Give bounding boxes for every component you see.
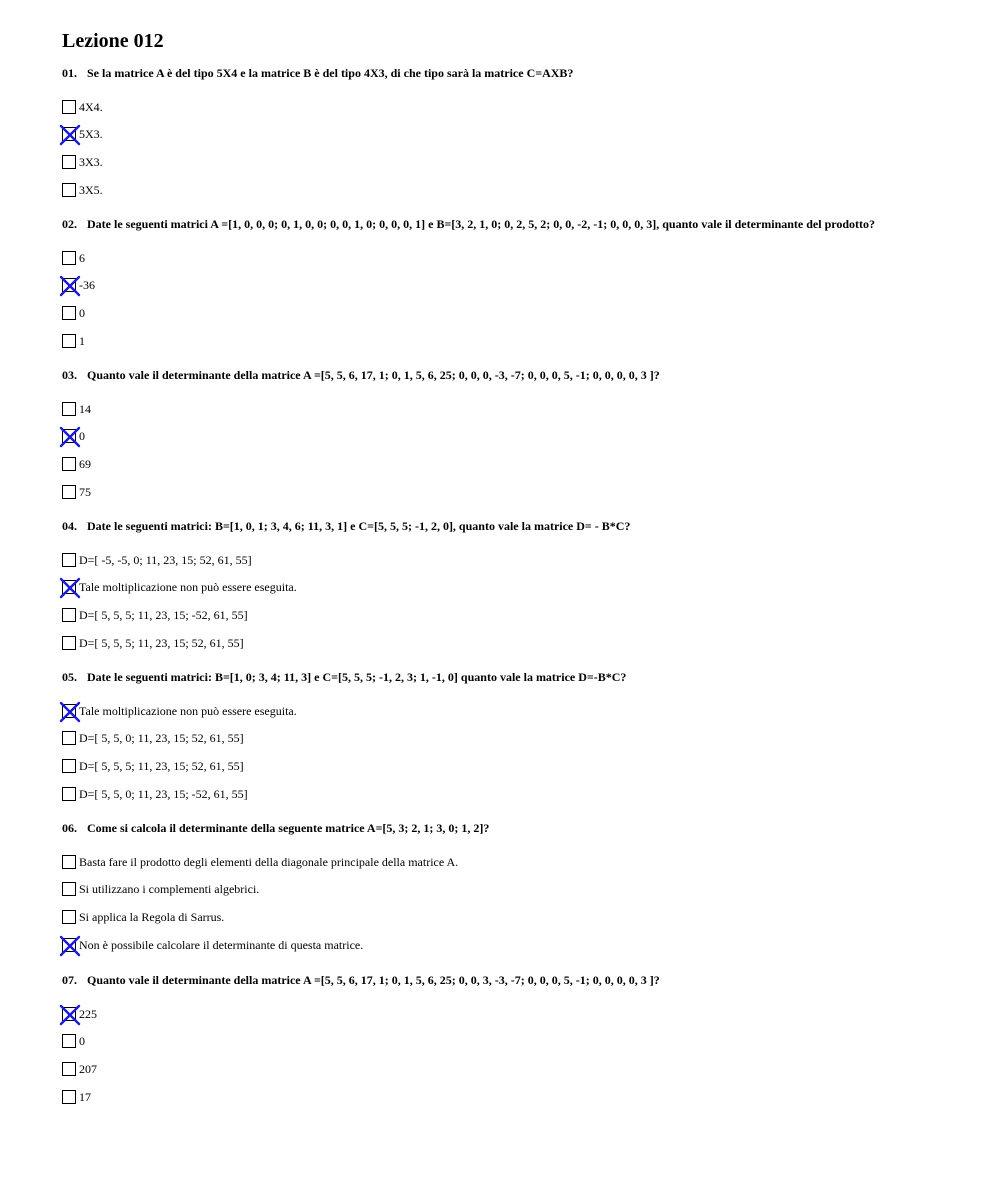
answer-label: D=[ 5, 5, 0; 11, 23, 15; 52, 61, 55]	[79, 731, 244, 745]
answer-label: Tale moltiplicazione non può essere eseguita.	[79, 580, 297, 594]
checkbox-checked[interactable]	[62, 127, 76, 141]
answer-label: 0	[79, 1034, 85, 1048]
cross-mark-icon	[59, 577, 81, 599]
question-4	[62, 519, 962, 659]
checkbox[interactable]	[62, 485, 76, 499]
cross-mark-icon	[59, 275, 81, 297]
question-number: 03.	[62, 368, 77, 382]
answer-label: 6	[79, 251, 85, 265]
answer-label: Tale moltiplicazione non può essere eseguita.	[79, 704, 297, 718]
answer-label: D=[ -5, -5, 0; 11, 23, 15; 52, 61, 55]	[79, 553, 252, 567]
question-prompt: Se la matrice A è del tipo 5X4 e la matrice B è del tipo 4X3, di che tipo sarà la matrice C=AXB?	[87, 66, 574, 80]
checkbox[interactable]	[62, 183, 76, 197]
question-text	[62, 519, 962, 533]
checkbox[interactable]	[62, 334, 76, 348]
question-text	[62, 368, 962, 382]
answer-option[interactable]	[62, 730, 244, 746]
checkbox[interactable]	[62, 1090, 76, 1104]
answer-label: 3X5.	[79, 183, 103, 197]
answer-label: D=[ 5, 5, 0; 11, 23, 15; -52, 61, 55]	[79, 787, 248, 801]
checkbox[interactable]	[62, 787, 76, 801]
question-prompt: Quanto vale il determinante della matrice A =[5, 5, 6, 17, 1; 0, 1, 5, 6, 25; 0, 0, 0, -3, -7; 0, 0, 0, 5, -1; 0, 0, 0, 0, 3 ]?	[87, 368, 660, 382]
answer-option[interactable]	[62, 786, 248, 802]
checkbox[interactable]	[62, 402, 76, 416]
question-prompt: Date le seguenti matrici: B=[1, 0, 1; 3, 4, 6; 11, 3, 1] e C=[5, 5, 5; -1, 2, 0], quanto vale la matrice D= - B*C?	[87, 519, 631, 533]
answer-option[interactable]	[62, 250, 85, 266]
checkbox[interactable]	[62, 759, 76, 773]
question-7	[62, 973, 962, 1113]
answer-option[interactable]	[62, 126, 103, 142]
cross-mark-icon	[59, 426, 81, 448]
question-text	[62, 821, 962, 835]
checkbox[interactable]	[62, 910, 76, 924]
checkbox-checked[interactable]	[62, 278, 76, 292]
answer-option[interactable]	[62, 607, 248, 623]
answer-option[interactable]	[62, 277, 95, 293]
answer-option[interactable]	[62, 1033, 85, 1049]
answer-label: 69	[79, 457, 91, 471]
question-3	[62, 368, 962, 508]
checkbox[interactable]	[62, 306, 76, 320]
answer-label: 5X3.	[79, 127, 103, 141]
answer-label: D=[ 5, 5, 5; 11, 23, 15; -52, 61, 55]	[79, 608, 248, 622]
answer-label: 1	[79, 334, 85, 348]
answer-label: D=[ 5, 5, 5; 11, 23, 15; 52, 61, 55]	[79, 759, 244, 773]
answer-label: 207	[79, 1062, 97, 1076]
cross-mark-icon	[59, 935, 81, 957]
answer-option[interactable]	[62, 456, 91, 472]
answer-label: 17	[79, 1090, 91, 1104]
answer-option[interactable]	[62, 154, 103, 170]
answer-option[interactable]	[62, 937, 363, 953]
checkbox-checked[interactable]	[62, 938, 76, 952]
question-prompt: Date le seguenti matrici: B=[1, 0; 3, 4; 11, 3] e C=[5, 5, 5; -1, 2, 3; 1, -1, 0] quanto vale la matrice D=-B*C?	[87, 670, 627, 684]
answer-option[interactable]	[62, 401, 91, 417]
question-6	[62, 821, 962, 961]
question-text	[62, 217, 962, 231]
question-text	[62, 973, 962, 987]
answer-label: 4X4.	[79, 100, 103, 114]
answer-label: Si applica la Regola di Sarrus.	[79, 910, 225, 924]
question-number: 06.	[62, 821, 77, 835]
answer-option[interactable]	[62, 428, 85, 444]
checkbox[interactable]	[62, 100, 76, 114]
question-number: 07.	[62, 973, 77, 987]
answer-label: 3X3.	[79, 155, 103, 169]
answer-option[interactable]	[62, 1089, 91, 1105]
answer-label: Basta fare il prodotto degli elementi della diagonale principale della matrice A.	[79, 855, 459, 869]
checkbox[interactable]	[62, 553, 76, 567]
answer-option[interactable]	[62, 305, 85, 321]
question-1	[62, 66, 962, 206]
answer-label: 0	[79, 429, 85, 443]
answer-option[interactable]	[62, 635, 244, 651]
question-number: 04.	[62, 519, 77, 533]
answer-option[interactable]	[62, 1006, 97, 1022]
question-2	[62, 217, 962, 357]
answer-label: 75	[79, 485, 91, 499]
answer-option[interactable]	[62, 881, 259, 897]
answer-option[interactable]	[62, 484, 91, 500]
cross-mark-icon	[59, 701, 81, 723]
question-prompt: Come si calcola il determinante della seguente matrice A=[5, 3; 2, 1; 3, 0; 1, 2]?	[87, 821, 490, 835]
checkbox-checked[interactable]	[62, 429, 76, 443]
answer-option[interactable]	[62, 703, 297, 719]
answer-label: -36	[79, 278, 95, 292]
checkbox-checked[interactable]	[62, 580, 76, 594]
question-5	[62, 670, 962, 810]
checkbox-checked[interactable]	[62, 704, 76, 718]
checkbox[interactable]	[62, 1034, 76, 1048]
question-number: 05.	[62, 670, 77, 684]
answer-option[interactable]	[62, 909, 224, 925]
checkbox-checked[interactable]	[62, 1007, 76, 1021]
answer-label: Si utilizzano i complementi algebrici.	[79, 882, 260, 896]
question-prompt: Date le seguenti matrici A =[1, 0, 0, 0; 0, 1, 0, 0; 0, 0, 1, 0; 0, 0, 0, 1] e B=[3, 2, 1, 0; 0, 2, 5, 2; 0, 0, -2, -1; 0, 0, 0, 3], quanto vale il determinante del prodotto?	[87, 217, 876, 231]
answer-option[interactable]	[62, 579, 297, 595]
answer-option[interactable]	[62, 854, 458, 870]
checkbox[interactable]	[62, 731, 76, 745]
answer-option[interactable]	[62, 182, 103, 198]
answer-label: D=[ 5, 5, 5; 11, 23, 15; 52, 61, 55]	[79, 636, 244, 650]
page-title: Lezione 012	[62, 30, 164, 52]
question-number: 01.	[62, 66, 77, 80]
answer-option[interactable]	[62, 99, 103, 115]
question-prompt: Quanto vale il determinante della matrice A =[5, 5, 6, 17, 1; 0, 1, 5, 6, 25; 0, 0, 3, -3, -7; 0, 0, 0, 5, -1; 0, 0, 0, 0, 3 ]?	[87, 973, 660, 987]
checkbox[interactable]	[62, 457, 76, 471]
question-text	[62, 66, 962, 80]
answer-label: 0	[79, 306, 85, 320]
question-text	[62, 670, 962, 684]
checkbox[interactable]	[62, 882, 76, 896]
checkbox[interactable]	[62, 855, 76, 869]
checkbox[interactable]	[62, 1062, 76, 1076]
cross-mark-icon	[59, 124, 81, 146]
answer-option[interactable]	[62, 1061, 97, 1077]
question-number: 02.	[62, 217, 77, 231]
answer-label: 14	[79, 402, 91, 416]
cross-mark-icon	[59, 1004, 81, 1026]
answer-option[interactable]	[62, 552, 252, 568]
answer-label: Non è possibile calcolare il determinante di questa matrice.	[79, 938, 364, 952]
checkbox[interactable]	[62, 608, 76, 622]
checkbox[interactable]	[62, 636, 76, 650]
answer-option[interactable]	[62, 333, 85, 349]
checkbox[interactable]	[62, 251, 76, 265]
answer-label: 225	[79, 1007, 97, 1021]
checkbox[interactable]	[62, 155, 76, 169]
answer-option[interactable]	[62, 758, 244, 774]
